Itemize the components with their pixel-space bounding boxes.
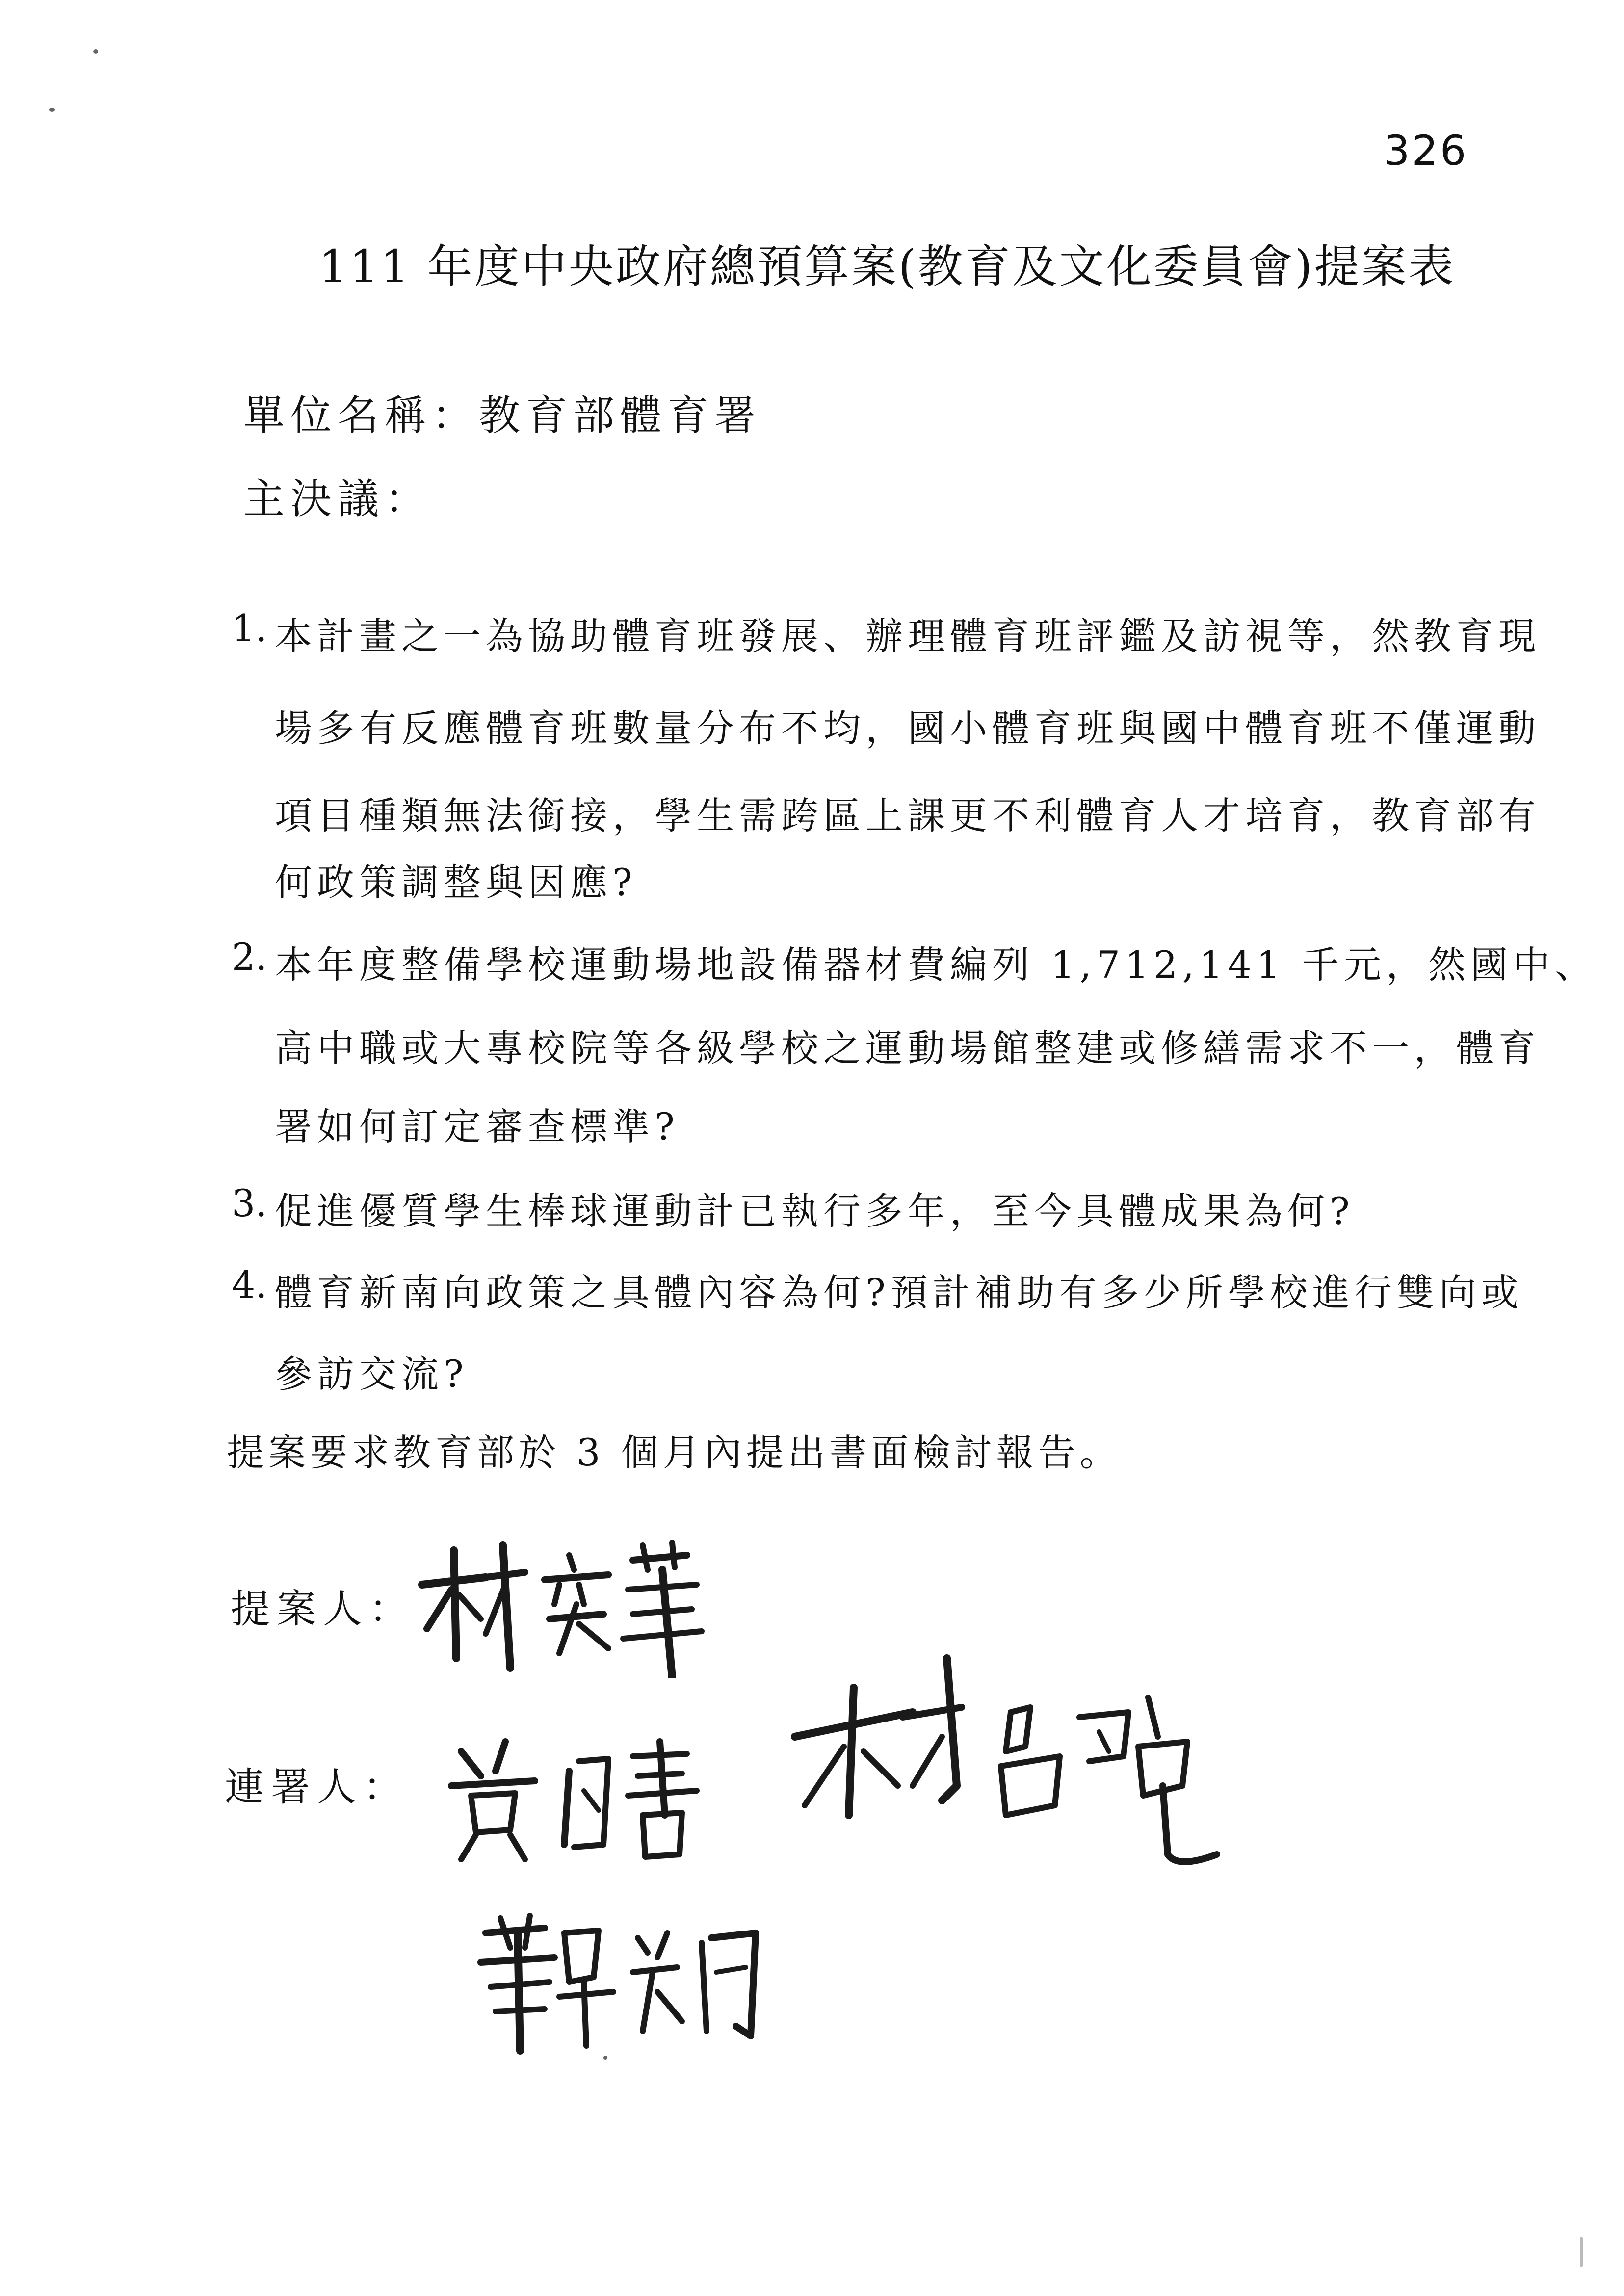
cosigner-signature-1 [442, 1732, 707, 1869]
resolution-heading: 主決議： [243, 475, 432, 523]
unit-value: 教育部體育署 [479, 391, 762, 440]
cosigner-signature-3 [471, 1904, 785, 2061]
scan-speck [93, 49, 98, 54]
item-line: 參訪交流? [275, 1352, 469, 1396]
item-number: 2. [232, 935, 267, 979]
item-line: 本計畫之一為協助體育班發展、辦理體育班評鑑及訪視等，然教育現 [275, 614, 1541, 658]
item-line: 何政策調整與因應? [275, 861, 637, 904]
unit-line [243, 383, 761, 442]
unit-label: 單位名稱： [243, 391, 479, 440]
item-number: 1. [232, 606, 267, 650]
item-number: 4. [232, 1263, 267, 1306]
item-line: 體育新南向政策之具體內容為何?預計補助有多少所學校進行雙向或 [275, 1271, 1523, 1314]
item-line: 場多有反應體育班數量分布不均，國小體育班與國中體育班不僅運動 [275, 706, 1541, 750]
closing-statement: 提案要求教育部於 3 個月內提出書面檢討報告。 [227, 1431, 1122, 1474]
scan-speck [49, 108, 55, 112]
scan-speck [1580, 2237, 1583, 2267]
item-number: 3. [232, 1181, 267, 1225]
page-title: 111 年度中央政府總預算案(教育及文化委員會)提案表 [319, 240, 1456, 293]
item-line: 項目種類無法銜接，學生需跨區上課更不利體育人才培育，教育部有 [275, 794, 1541, 837]
cosigner-label: 連署人： [225, 1764, 409, 1810]
item-line: 促進優質學生棒球運動計已執行多年，至今具體成果為何? [275, 1189, 1355, 1233]
proposer-signature [412, 1531, 716, 1678]
item-line: 本年度整備學校運動場地設備器材費編列 1,712,141 千元，然國中、 [275, 943, 1598, 987]
cosigner-signature-2 [785, 1639, 1236, 1884]
page-number: 326 [1384, 127, 1468, 175]
item-line: 高中職或大專校院等各級學校之運動場館整建或修繕需求不一，體育 [275, 1026, 1541, 1070]
item-line: 署如何訂定審查標準? [275, 1105, 680, 1148]
scan-speck [603, 2056, 607, 2060]
proposer-label: 提案人： [231, 1586, 415, 1632]
